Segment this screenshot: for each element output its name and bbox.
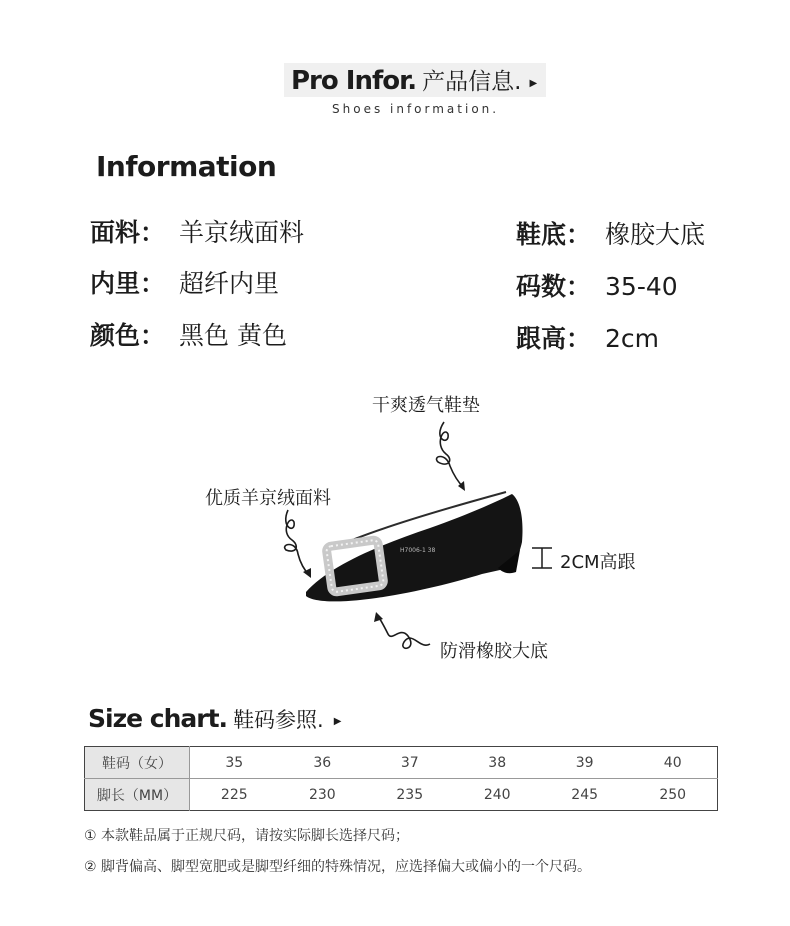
spec-key: 内里： xyxy=(90,269,166,298)
table-cell: 40 xyxy=(663,754,682,771)
spec-value: 羊京绒面料 xyxy=(179,218,305,247)
row-label: 鞋码（女） xyxy=(85,747,190,779)
spec-value: 橡胶大底 xyxy=(605,220,706,249)
table-cell: 38 xyxy=(488,754,507,771)
spec-value: 35-40 xyxy=(605,272,678,301)
info-heading: Information xyxy=(96,150,277,183)
table-cell: 230 xyxy=(279,779,366,811)
spec-sole xyxy=(516,217,705,253)
callout-upper: 优质羊京绒面料 xyxy=(205,488,331,509)
row-label: 脚长（MM） xyxy=(85,779,190,811)
table-cell: 225 xyxy=(190,779,279,811)
title-en: Pro Infor. xyxy=(291,66,417,96)
table-cell: 240 xyxy=(453,779,540,811)
spec-key: 颜色： xyxy=(90,321,166,350)
triangle-right-icon: ▶ xyxy=(529,78,538,89)
table-cell: 37 xyxy=(400,754,419,771)
spec-key: 跟高： xyxy=(516,324,592,353)
table-cell: 235 xyxy=(366,779,453,811)
triangle-right-icon: ▶ xyxy=(333,716,342,727)
page-title xyxy=(291,64,537,98)
title-cn: 产品信息. xyxy=(422,69,522,95)
callout-insole: 干爽透气鞋垫 xyxy=(372,395,480,416)
size-title-en: Size chart. xyxy=(88,704,228,733)
arrow-insole xyxy=(437,422,464,488)
spec-value: 黑色 黄色 xyxy=(179,321,287,350)
table-cell: 245 xyxy=(541,779,628,811)
page-subtitle: Shoes information. xyxy=(332,102,500,116)
spec-color xyxy=(90,318,287,354)
callout-heel: 2CM高跟 xyxy=(560,552,636,573)
table-cell: 35 xyxy=(225,754,244,771)
arrow-sole xyxy=(378,616,430,648)
arrow-upper xyxy=(285,510,310,576)
svg-text:H7006-1 38: H7006-1 38 xyxy=(400,547,436,554)
spec-size-range xyxy=(516,269,678,305)
table-cell: 250 xyxy=(628,779,717,811)
table-row xyxy=(85,747,718,779)
size-title-cn: 鞋码参照. xyxy=(233,708,324,732)
size-chart-title xyxy=(88,702,341,736)
table-cell: 36 xyxy=(313,754,332,771)
spec-value: 2cm xyxy=(605,324,660,353)
size-note-1: ① 本款鞋品属于正规尺码，请按实际脚长选择尺码； xyxy=(84,828,409,844)
table-cell: 39 xyxy=(575,754,594,771)
table-row xyxy=(85,779,718,811)
spec-value: 超纤内里 xyxy=(179,269,280,298)
callout-sole: 防滑橡胶大底 xyxy=(440,641,548,662)
spec-lining xyxy=(90,266,279,302)
size-table xyxy=(84,746,718,811)
spec-heel-height xyxy=(516,321,659,357)
spec-key: 码数： xyxy=(516,272,592,301)
spec-key: 鞋底： xyxy=(516,220,592,249)
heel-height-marker xyxy=(532,548,552,568)
spec-key: 面料： xyxy=(90,218,166,247)
size-note-2: ② 脚背偏高、脚型宽肥或是脚型纤细的特殊情况，应选择偏大或偏小的一个尺码。 xyxy=(84,859,591,875)
spec-material xyxy=(90,215,304,251)
